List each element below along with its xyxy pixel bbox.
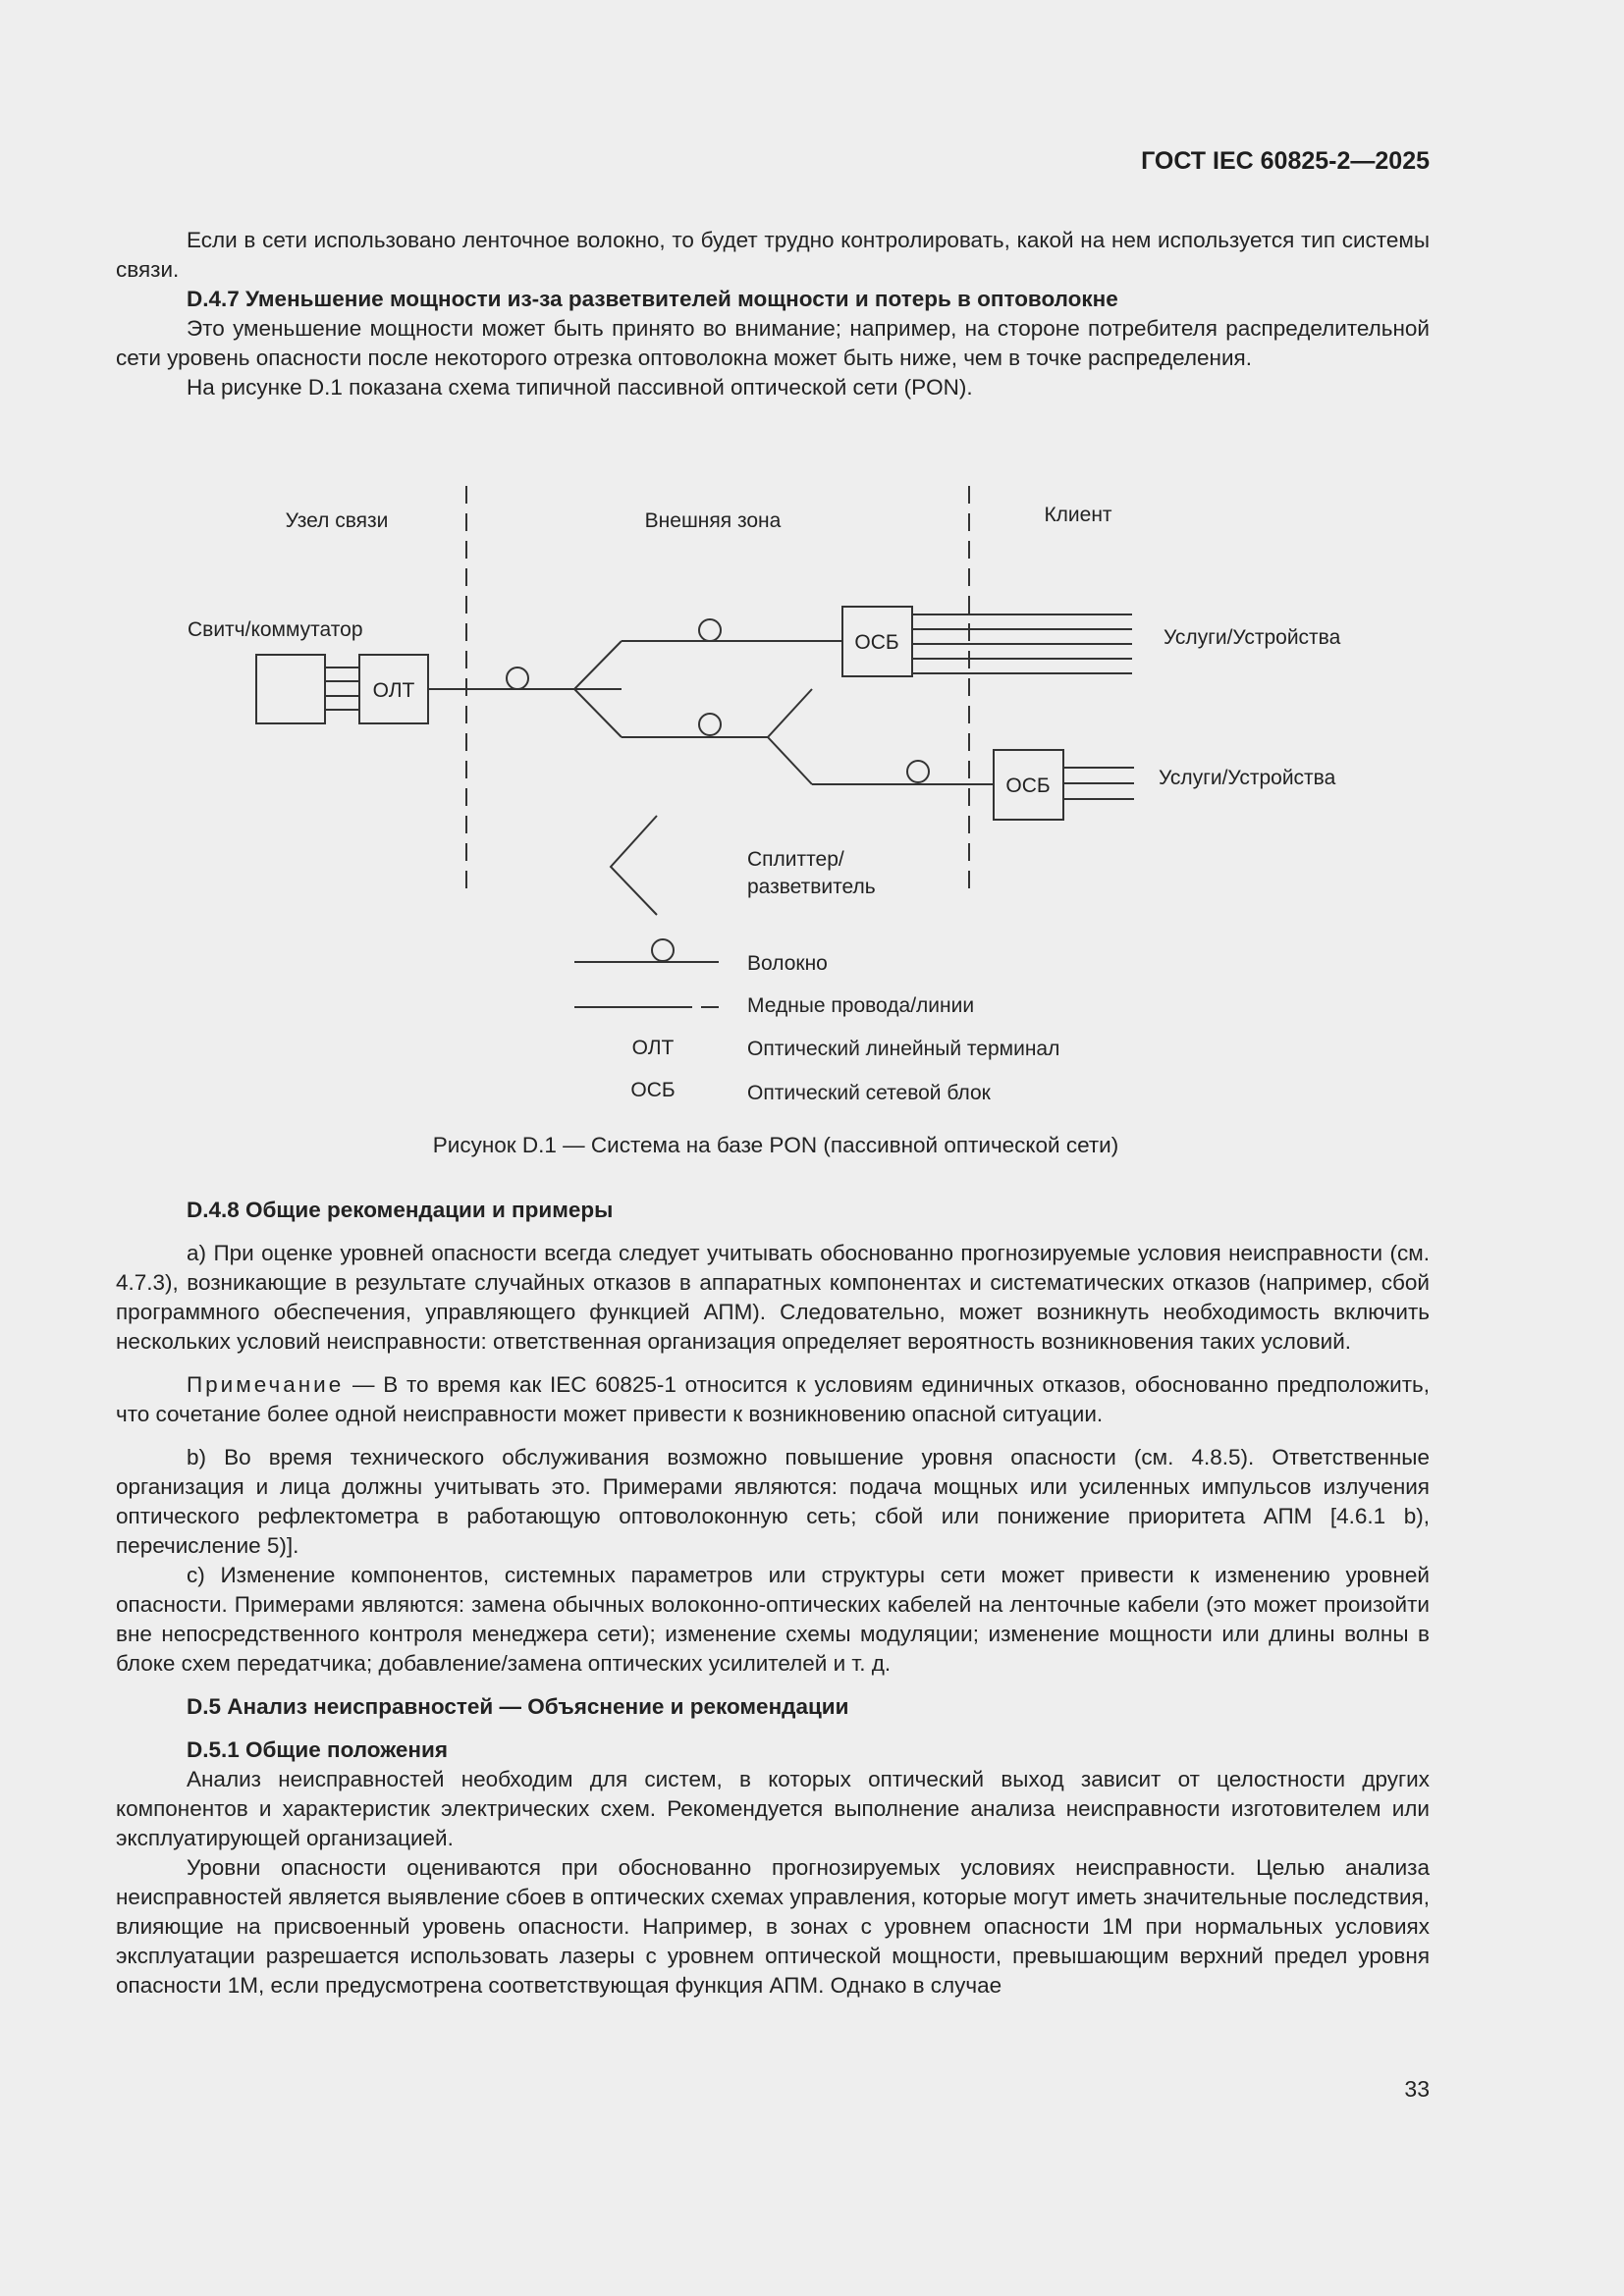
osb-box-1-label: ОСБ bbox=[854, 631, 899, 654]
fiber-loop-icon bbox=[507, 667, 528, 689]
heading-d48: D.4.8 Общие рекомендации и примеры bbox=[187, 1198, 614, 1222]
fiber-loop-icon bbox=[699, 619, 721, 641]
paragraph-ribbon-fiber: Если в сети использовано ленточное волокно, то будет трудно контролировать, какой на нем используется тип системы связи. bbox=[116, 228, 1430, 282]
osb-box-2-label: ОСБ bbox=[1005, 774, 1051, 797]
pon-diagram-svg bbox=[0, 461, 1624, 1129]
olt-box-label: ОЛТ bbox=[372, 679, 415, 702]
paragraph-b: b) Во время технического обслуживания возможно повышение уровня опасности (см. 4.8.5). Ответственные организация и лица должны учитывать это. Примерами являются: подача мощных или усиленных импульсов излучения оптического рефлектометра в работающую оптоволоконную сеть; сбой или понижение приоритета АПМ [4.6.1 b), перечисление 5)]. bbox=[116, 1445, 1430, 1558]
legend-fiber-loop-icon bbox=[652, 939, 674, 961]
body-text bbox=[116, 1196, 1430, 2001]
switch-box bbox=[256, 655, 325, 723]
note-label: Примечание bbox=[187, 1372, 345, 1397]
switch-label: Свитч/коммутатор bbox=[188, 618, 363, 641]
services-label-2: Услуги/Устройства bbox=[1159, 767, 1336, 789]
fiber-loop-icon bbox=[907, 761, 929, 782]
legend-splitter-line1: Сплиттер/ bbox=[747, 848, 844, 871]
fiber-loop-icon bbox=[699, 714, 721, 735]
legend-splitter-line2: разветвитель bbox=[747, 876, 876, 898]
zone-node-label: Узел связи bbox=[285, 509, 389, 532]
legend-osb-desc: Оптический сетевой блок bbox=[747, 1082, 991, 1104]
paragraph-d51-1: Анализ неисправностей необходим для систем, в которых оптический выход зависит от целостности других компонентов и характеристик электрических схем. Рекомендуется выполнение анализа неисправности изготовителем или эксплуатирующей организацией. bbox=[116, 1767, 1430, 1850]
splitter-icon bbox=[768, 689, 812, 784]
intro-text bbox=[116, 226, 1430, 402]
legend-olt-desc: Оптический линейный терминал bbox=[747, 1038, 1060, 1060]
paragraph-c: c) Изменение компонентов, системных параметров или структуры сети может привести к изменению уровней опасности. Примерами являются: замена обычных волоконно-оптических кабелей на ленточные кабели (это может произойти вне непосредственного контроля менеджера сети); изменение схемы модуляции; изменение мощности или длины волны в блоке схем передатчика; добавление/замена оптических усилителей и т. д. bbox=[116, 1563, 1430, 1676]
note-paragraph bbox=[116, 1370, 1430, 1429]
legend-copper-label: Медные провода/линии bbox=[747, 994, 975, 1017]
paragraph-d51-2: Уровни опасности оцениваются при обоснованно прогнозируемых условиях неисправности. Целью анализа неисправностей является выявление сбоев в оптических схемах управления, которые могут иметь значительные последствия, влияющие на присвоенный уровень опасности. Например, в зонах с уровнем опасности 1М при нормальных условиях эксплуатации разрешается использовать лазеры с уровнем оптической мощности, превышающим верхний предел уровня опасности 1М, если предусмотрена соответствующая функция АПМ. Однако в случае bbox=[116, 1855, 1430, 1998]
heading-d47: D.4.7 Уменьшение мощности из-за разветвителей мощности и потерь в оптоволокне bbox=[187, 287, 1118, 311]
services-label-1: Услуги/Устройства bbox=[1164, 626, 1341, 649]
pon-diagram bbox=[0, 461, 1624, 1129]
legend-osb-abbr: ОСБ bbox=[630, 1079, 676, 1101]
zone-client-label: Клиент bbox=[1044, 504, 1112, 526]
legend-splitter-icon bbox=[611, 816, 657, 915]
heading-d5: D.5 Анализ неисправностей — Объяснение и рекомендации bbox=[187, 1694, 849, 1719]
paragraph-a: a) При оценке уровней опасности всегда следует учитывать обоснованно прогнозируемые условия неисправности (см. 4.7.3), возникающие в результате случайных отказов в аппаратных компонентах и систематических отказов (например, сбой программного обеспечения, управляющего функцией АПМ). Следовательно, может возникнуть необходимость включить нескольких условий неисправности: ответственная организация определяет вероятность возникновения таких условий. bbox=[116, 1241, 1430, 1354]
heading-d51: D.5.1 Общие положения bbox=[187, 1737, 448, 1762]
paragraph-power-reduction: Это уменьшение мощности может быть принято во внимание; например, на стороне потребителя распределительной сети уровень опасности после некоторого отрезка оптоволокна может быть ниже, чем в точке распределения. bbox=[116, 316, 1430, 370]
note-text: — В то время как IEC 60825-1 относится к условиям единичных отказов, обоснованно предположить, что сочетание более одной неисправности может привести к возникновению опасной ситуации. bbox=[116, 1372, 1430, 1426]
standard-header: ГОСТ IEC 60825-2—2025 bbox=[1141, 147, 1430, 175]
figure-caption: Рисунок D.1 — Система на базе PON (пассивной оптической сети) bbox=[432, 1133, 1119, 1157]
zone-outside-label: Внешняя зона bbox=[644, 509, 782, 532]
page-number: 33 bbox=[1404, 2076, 1430, 2102]
paragraph-figure-ref: На рисунке D.1 показана схема типичной пассивной оптической сети (PON). bbox=[187, 375, 973, 400]
legend-fiber-label: Волокно bbox=[747, 952, 828, 975]
legend-olt-abbr: ОЛТ bbox=[631, 1037, 675, 1059]
